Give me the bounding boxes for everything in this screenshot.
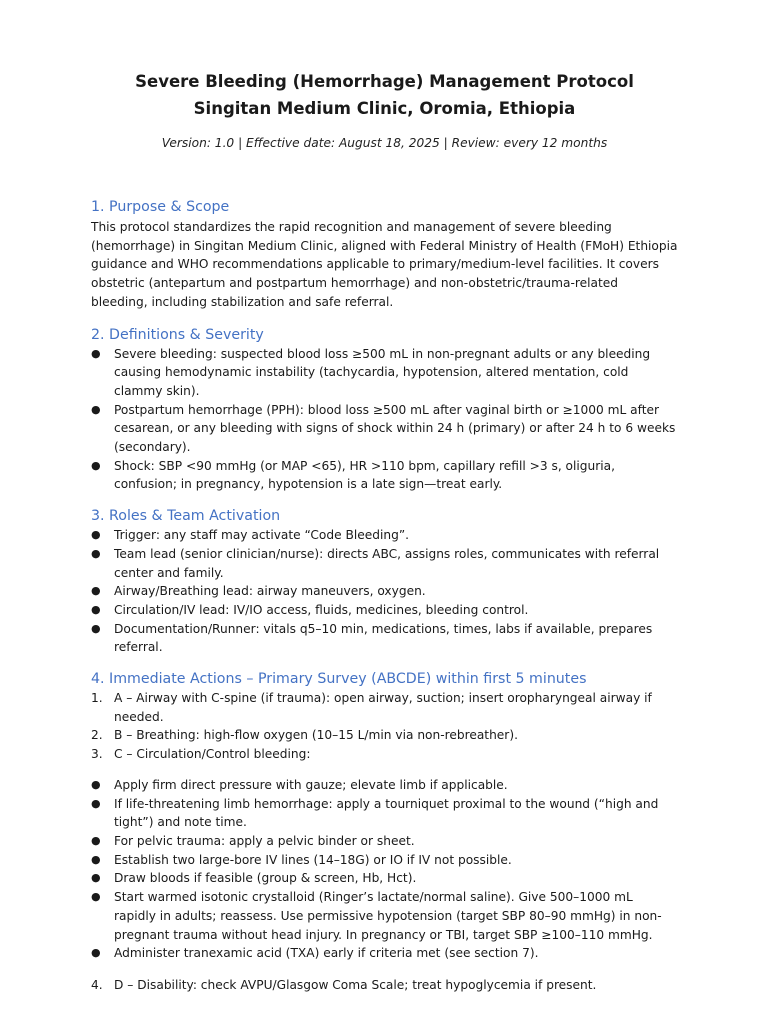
- list-item: ● Severe bleeding: suspected blood loss ≥500 mL in non-pregnant adults or any bleeding causing hemodynamic instability (tachycardia, hypotension, altered mentation, cold clammy skin).: [91, 346, 651, 398]
- list-item: ● Administer tranexamic acid (TXA) early if criteria met (see section 7).: [91, 944, 678, 963]
- section-body-purpose: This protocol standardizes the rapid recognition and management of severe bleeding (hemorrhage) in Singitan Medium Clinic, aligned with Federal Ministry of Health (FMoH) Ethiopia guidance and WHO recommendations applicable to primary/medium-level facilities. It covers obstetric (antepartum and postpartum hemorrhage) and non-obstetric/trauma-related bleeding, including stabilization and safe referral.: [91, 220, 678, 309]
- list-item: ● Establish two large-bore IV lines (14–18G) or IO if IV not possible.: [91, 851, 678, 870]
- section-heading-actions: 4. Immediate Actions – Primary Survey (ABCDE) within first 5 minutes: [91, 671, 587, 688]
- list-item: ● Draw bloods if feasible (group & screen, Hb, Hct).: [91, 869, 678, 888]
- bullet-icon: ●: [91, 833, 101, 847]
- section-heading-roles: 3. Roles & Team Activation: [91, 508, 281, 525]
- bullet-icon: ●: [91, 584, 101, 598]
- list-item: ● Circulation/IV lead: IV/IO access, fluids, medicines, bleeding control.: [91, 601, 678, 620]
- list-item: ● Start warmed isotonic crystalloid (Ringer’s lactate/normal saline). Give 500–1000 mL rapidly in adults; reassess. Use permissive hypotension (target SBP 80–90 mmHg) in non-pregnant trauma without head injury. In pregnancy or TBI, target SBP ≥100–110 mmHg.: [91, 890, 662, 942]
- list-item: 1. A – Airway with C-spine (if trauma): open airway, suction; insert oropharyngeal airway if needed.: [91, 691, 652, 724]
- document-subtitle: Singitan Medium Clinic, Oromia, Ethiopia: [193, 99, 576, 118]
- step-number: 4.: [91, 977, 103, 992]
- bullet-icon: ●: [91, 890, 101, 904]
- step-number: 2.: [91, 728, 103, 743]
- bullet-icon: ●: [91, 621, 101, 635]
- bullet-icon: ●: [91, 458, 101, 472]
- bullet-icon: ●: [91, 602, 101, 616]
- step-number: 1.: [91, 691, 103, 706]
- list-item: ● For pelvic trauma: apply a pelvic binder or sheet.: [91, 832, 678, 851]
- list-item: ● Documentation/Runner: vitals q5–10 min, medications, times, labs if available, prepares referral.: [91, 621, 653, 655]
- list-item: ● Trigger: any staff may activate “Code Bleeding”.: [91, 526, 678, 545]
- bullet-icon: ●: [91, 546, 101, 560]
- list-item: ● Team lead (senior clinician/nurse): directs ABC, assigns roles, communicates with referral center and family.: [91, 546, 660, 580]
- roles-list: [91, 526, 678, 657]
- list-item: ● Postpartum hemorrhage (PPH): blood loss ≥500 mL after vaginal birth or ≥1000 mL after cesarean, or any bleeding with signs of shock within 24 h (primary) or after 24 h to 6 weeks (secondary).: [91, 402, 676, 455]
- list-item: 3. C – Circulation/Control bleeding:: [91, 745, 678, 764]
- definitions-list: [91, 345, 678, 495]
- list-item: ● Airway/Breathing lead: airway maneuvers, oxygen.: [91, 582, 678, 601]
- bullet-icon: ●: [91, 796, 101, 810]
- section-heading-purpose: 1. Purpose & Scope: [91, 199, 230, 215]
- circulation-list: [91, 776, 678, 963]
- list-item: ● Shock: SBP <90 mmHg (or MAP <65), HR >110 bpm, capillary refill >3 s, oliguria, confusion; in pregnancy, hypotension is a late sign—treat early.: [91, 458, 615, 492]
- document-meta: Version: 1.0 | Effective date: August 18, 2025 | Review: every 12 months: [161, 136, 608, 150]
- list-item: 4. D – Disability: check AVPU/Glasgow Coma Scale; treat hypoglycemia if present.: [91, 976, 678, 995]
- document-header: [91, 0, 678, 150]
- section-heading-definitions: 2. Definitions & Severity: [91, 326, 264, 343]
- step-number: 3.: [91, 747, 103, 762]
- bullet-icon: ●: [91, 528, 101, 542]
- actions-steps-list-continued: [91, 976, 678, 995]
- list-item: 2. B – Breathing: high-flow oxygen (10–15 L/min via non-rebreather).: [91, 726, 678, 745]
- bullet-icon: ●: [91, 402, 101, 416]
- actions-steps-list: [91, 689, 678, 764]
- bullet-icon: ●: [91, 346, 101, 360]
- list-item: ● Apply firm direct pressure with gauze; elevate limb if applicable.: [91, 776, 678, 795]
- spacer: [91, 963, 678, 976]
- bullet-icon: ●: [91, 871, 101, 885]
- bullet-icon: ●: [91, 777, 101, 791]
- spacer: [91, 764, 678, 776]
- bullet-icon: ●: [91, 946, 101, 960]
- list-item: ● If life-threatening limb hemorrhage: apply a tourniquet proximal to the wound (“high and tight”) and note time.: [91, 796, 659, 830]
- bullet-icon: ●: [91, 852, 101, 866]
- document-title: Severe Bleeding (Hemorrhage) Management Protocol: [135, 72, 634, 91]
